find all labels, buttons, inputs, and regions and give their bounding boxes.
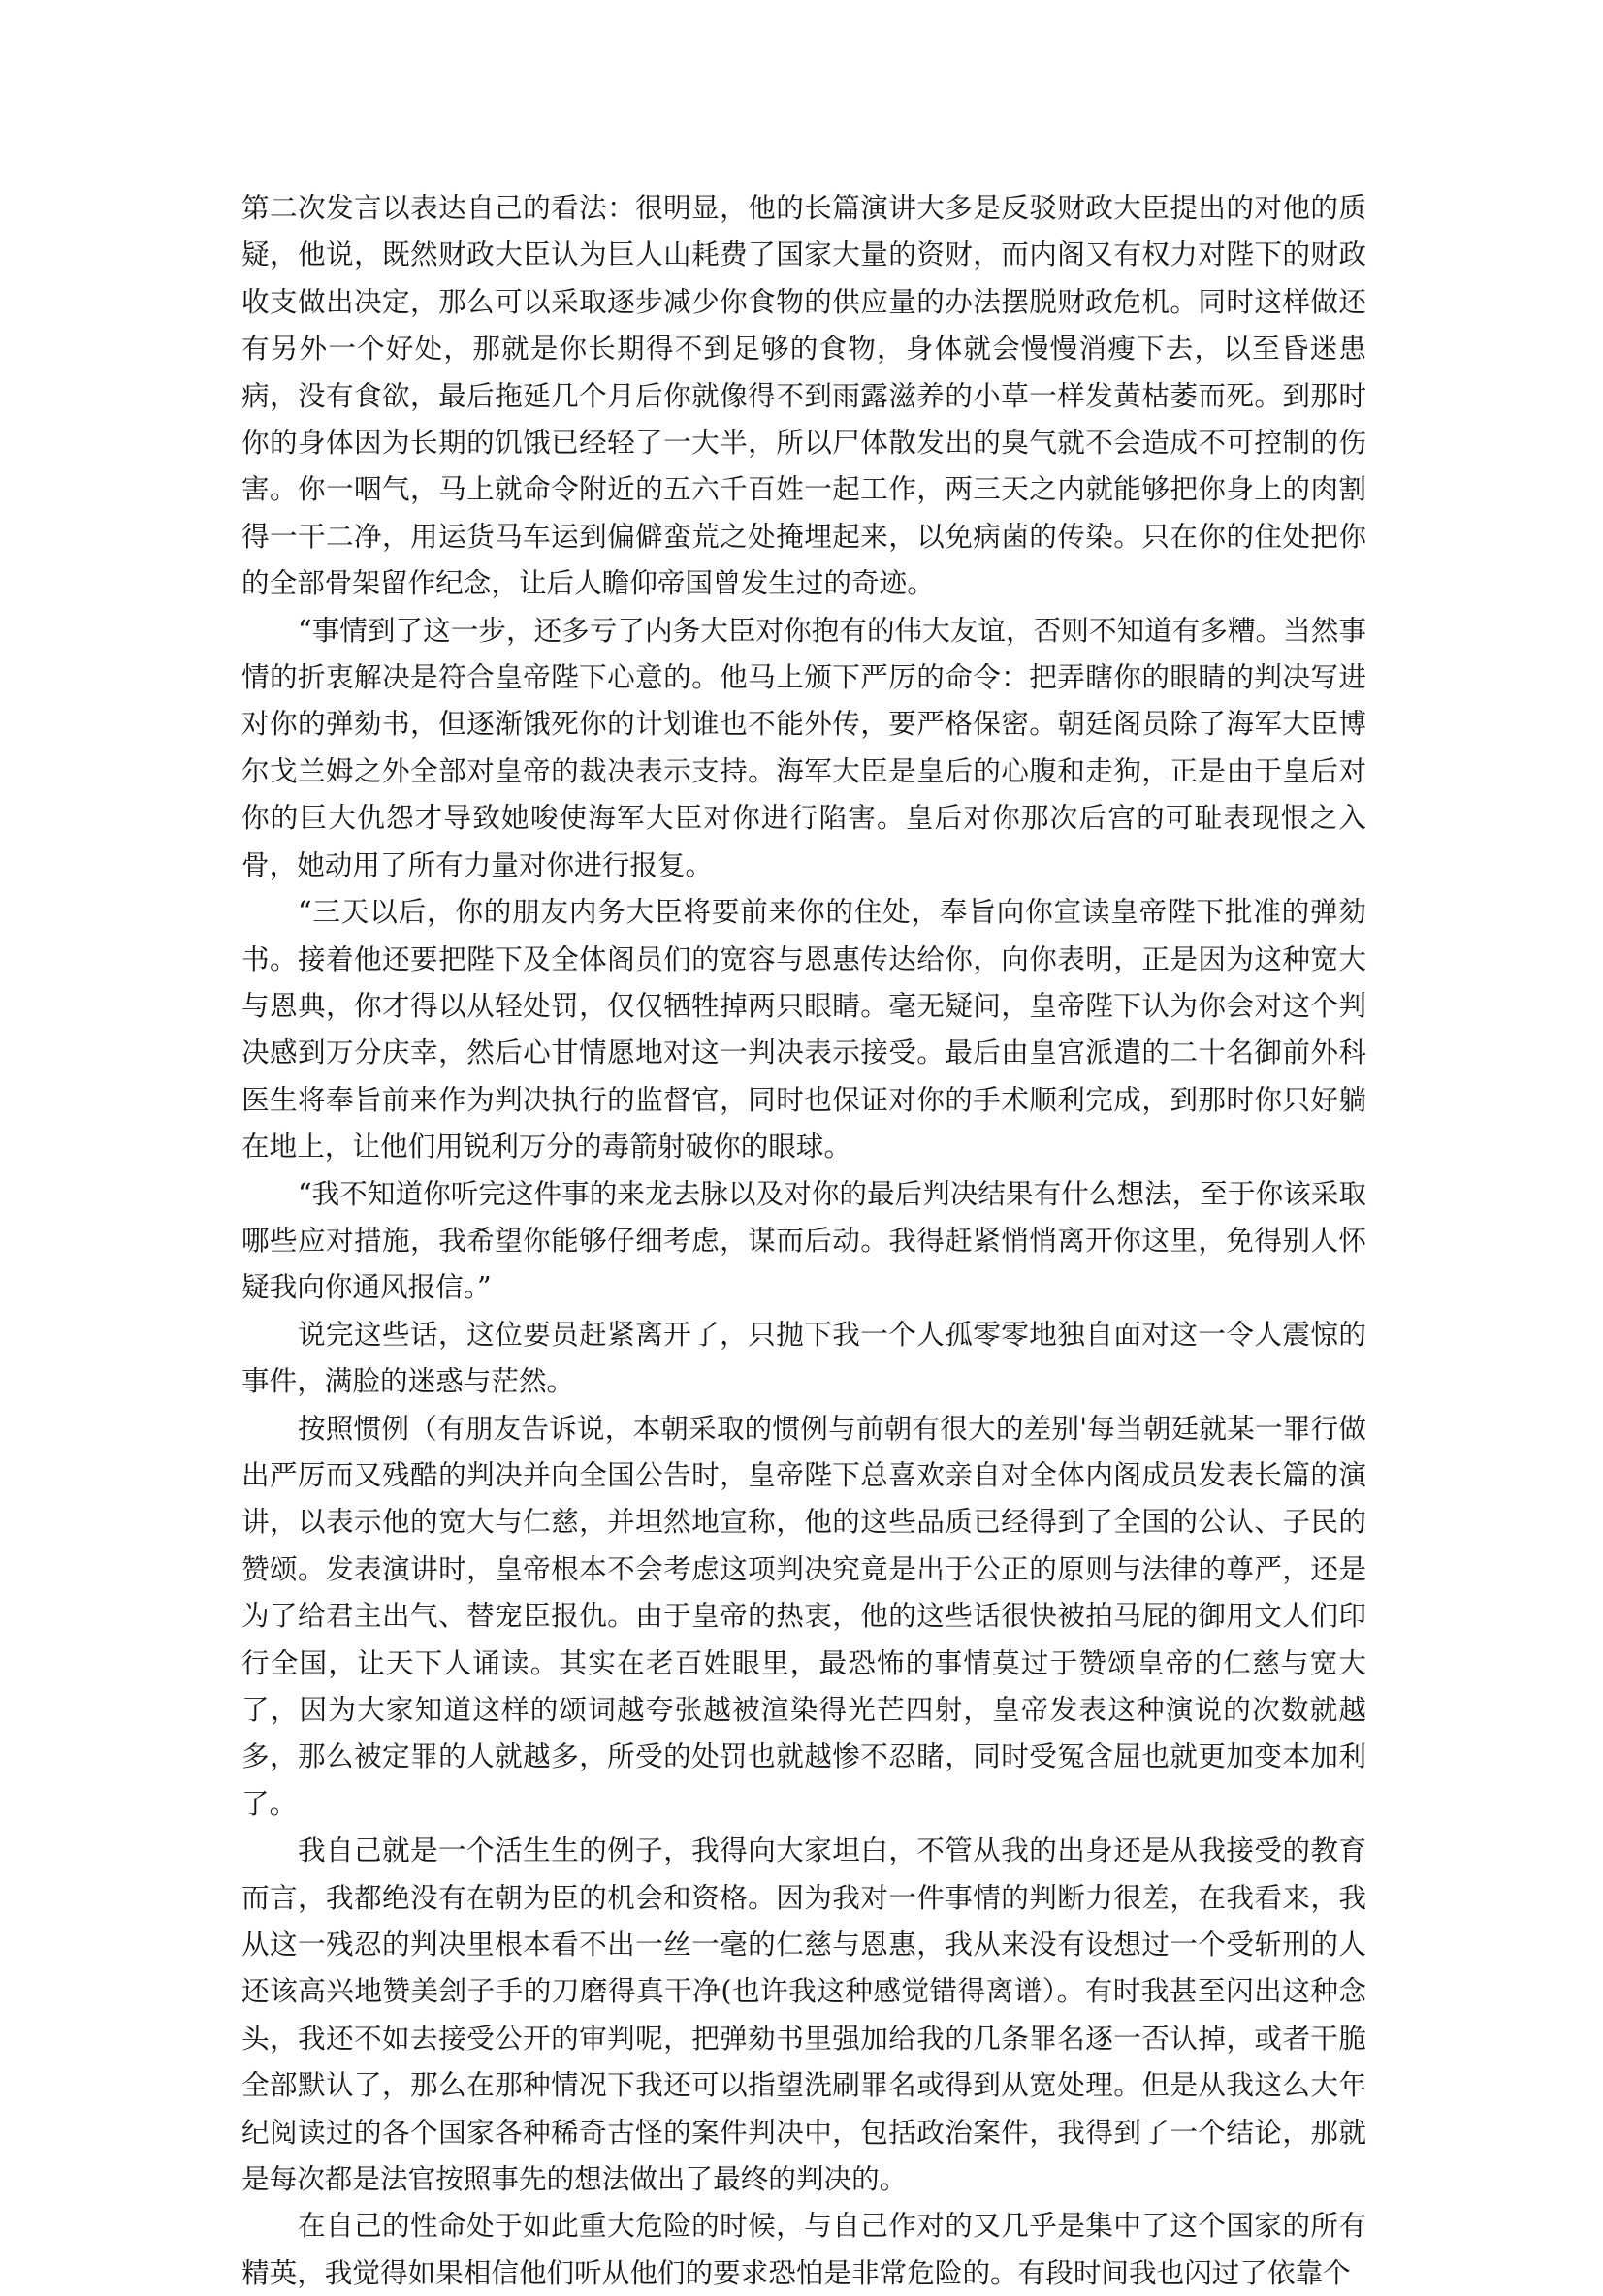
paragraph-4: “我不知道你听完这件事的来龙去脉以及对你的最后判决结果有什么想法，至于你该采取哪些应对措施，我希望你能够仔细考虑，谋而后动。我得赶紧悄悄离开你这里，免得别人怀疑我向你通风报信。” <box>241 1176 1366 1304</box>
body-text <box>241 184 1366 2296</box>
paragraph-3: “三天以后，你的朋友内务大臣将要前来你的住处，奉旨向你宣读皇帝陛下批准的弹劾书。接着他还要把陛下及全体阁员们的宽容与恩惠传达给你，向你表明，正是因为这种宽大与恩典，你才得以从轻处罚，仅仅牺牲掉两只眼睛。毫无疑问，皇帝陛下认为你会对这个判决感到万分庆幸，然后心甘情愿地对这一判决表示接受。最后由皇宫派遣的二十名御前外科医生将奉旨前来作为判决执行的监督官，同时也保证对你的手术顺利完成，到那时你只好躺在地上，让他们用锐利万分的毒箭射破你的眼球。 <box>241 895 1366 1164</box>
paragraph-8: 在自己的性命处于如此重大危险的时候，与自己作对的又几乎是集中了这个国家的所有精英，我觉得如果相信他们听从他们的要求恐怕是非常危险的。有段时间我也闪过了依靠个 <box>241 2209 1366 2289</box>
paragraph-6: 按照惯例（有朋友告诉说，本朝采取的惯例与前朝有很大的差别'每当朝廷就某一罪行做出严厉而又残酷的判决并向全国公告时，皇帝陛下总喜欢亲自对全体内阁成员发表长篇的演讲，以表示他的宽大与仁慈，并坦然地宣称，他的这些品质已经得到了全国的公认、子民的赞颂。发表演讲时，皇帝根本不会考虑这项判决究竟是出于公正的原则与法律的尊严，还是为了给君主出气、替宠臣报仇。由于皇帝的热衷，他的这些话很快被拍马屁的御用文人们印行全国，让天下人诵读。其实在老百姓眼里，最恐怖的事情莫过于赞颂皇帝的仁慈与宽大了，因为大家知道这样的颂词越夸张越被渲染得光芒四射，皇帝发表这种演说的次数就越多，那么被定罪的人就越多，所受的处罚也就越惨不忍睹，同时受冤含屈也就更加变本加利了。 <box>241 1411 1366 1820</box>
paragraph-1: 第二次发言以表达自己的看法：很明显，他的长篇演讲大多是反驳财政大臣提出的对他的质疑，他说，既然财政大臣认为巨人山耗费了国家大量的资财，而内阁又有权力对陛下的财政收支做出决定，那么可以采取逐步减少你食物的供应量的办法摆脱财政危机。同时这样做还有另外一个好处，那就是你长期得不到足够的食物，身体就会慢慢消瘦下去，以至昏迷患病，没有食欲，最后拖延几个月后你就像得不到雨露滋养的小草一样发黄枯萎而死。到那时你的身体因为长期的饥饿已经轻了一大半，所以尸体散发出的臭气就不会造成不可控制的伤害。你一咽气，马上就命令附近的五六千百姓一起工作，两三天之内就能够把你身上的肉割得一干二净，用运货马车运到偏僻蛮荒之处掩埋起来，以免病菌的传染。只在你的住处把你的全部骨架留作纪念，让后人瞻仰帝国曾发生过的奇迹。 <box>241 191 1366 600</box>
paragraph-7: 我自己就是一个活生生的例子，我得向大家坦白，不管从我的出身还是从我接受的教育而言，我都绝没有在朝为臣的机会和资格。因为我对一件事情的判断力很差，在我看来，我从这一残忍的判决里根本看不出一丝一毫的仁慈与恩惠，我从来没有设想过一个受斩刑的人还该高兴地赞美刽子手的刀磨得真干净(也许我这种感觉错得离谱）。有时我甚至闪出这种念头，我还不如去接受公开的审判呢，把弹劾书里强加给我的几条罪名逐一否认掉，或者干脆全部默认了，那么在那种情况下我还可以指望洗刷罪名或得到从宽处理。但是从我这么大年纪阅读过的各个国家各种稀奇古怪的案件判决中，包括政治案件，我得到了一个结论，那就是每次都是法官按照事先的想法做出了最终的判决的。 <box>241 1834 1366 2196</box>
paragraph-2: “事情到了这一步，还多亏了内务大臣对你抱有的伟大友谊，否则不知道有多糟。当然事情的折衷解决是符合皇帝陛下心意的。他马上颁下严厉的命令：把弄瞎你的眼睛的判决写进对你的弹劾书，但逐渐饿死你的计划谁也不能外传，要严格保密。朝廷阁员除了海军大臣博尔戈兰姆之外全部对皇帝的裁决表示支持。海军大臣是皇后的心腹和走狗，正是由于皇后对你的巨大仇怨才导致她唆使海军大臣对你进行陷害。皇后对你那次后宫的可耻表现恨之入骨，她动用了所有力量对你进行报复。 <box>241 613 1366 881</box>
paragraph-5: 说完这些话，这位要员赶紧离开了，只抛下我一个人孤零零地独自面对这一令人震惊的事件，满脸的迷惑与茫然。 <box>241 1317 1366 1398</box>
